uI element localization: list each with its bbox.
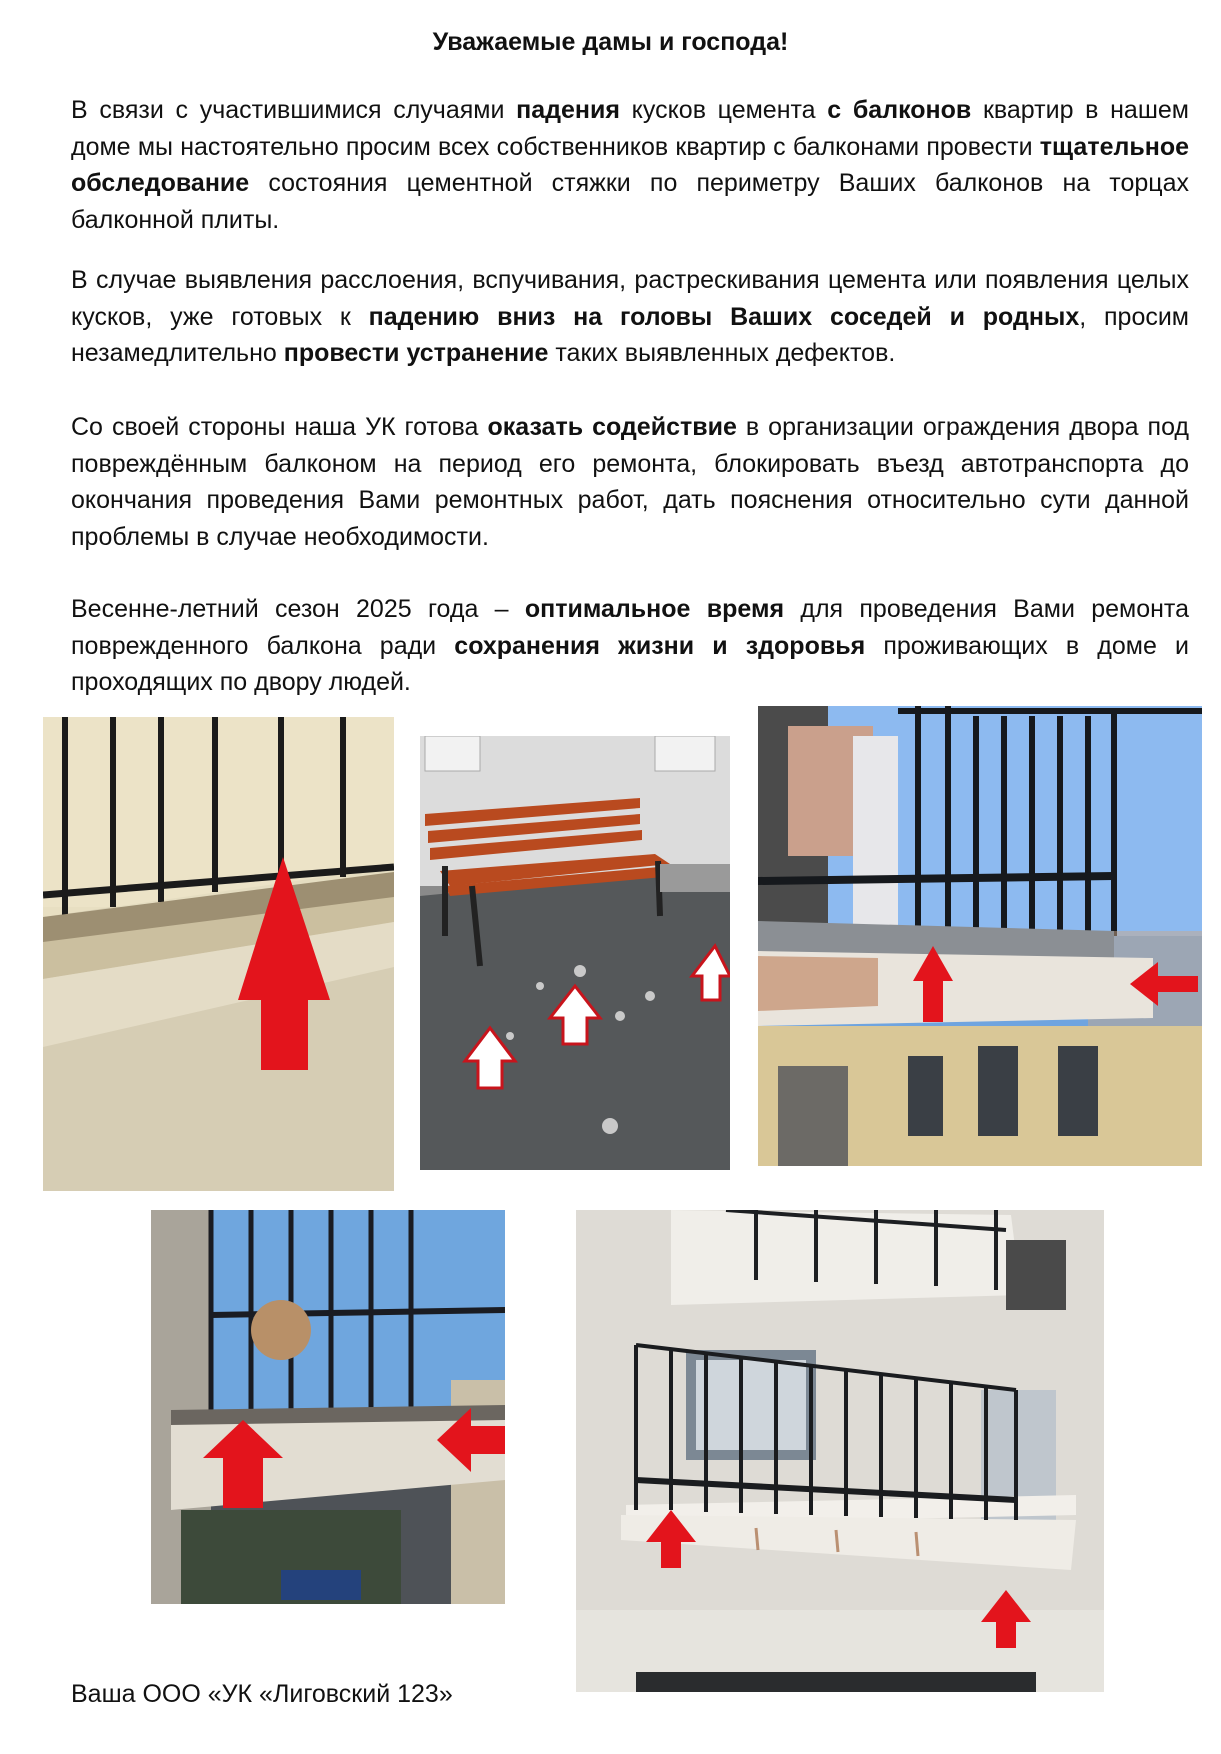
bold-phrase: провести устранение bbox=[283, 339, 549, 367]
bold-phrase: сохранения жизни и здоровья bbox=[454, 631, 866, 660]
text-run: квартир в нашем доме мы настоятельно просим всех собственников квартир с балконами провести bbox=[71, 96, 1189, 161]
photo-bench-debris bbox=[420, 736, 730, 1170]
bold-phrase: с балконов bbox=[827, 96, 972, 124]
text-run: , просим незамедлительно bbox=[71, 302, 1189, 367]
text-run: Со своей стороны наша УК готова bbox=[71, 413, 488, 441]
text-run: проживающих в доме и проходящих по двору людей. bbox=[71, 631, 1189, 696]
paragraph-4 bbox=[71, 591, 1189, 701]
photo-balcony-from-side bbox=[151, 1210, 505, 1604]
paragraph-2 bbox=[71, 262, 1189, 372]
photo-balcony-slab-sky bbox=[758, 706, 1202, 1166]
text-run: кусков цемента bbox=[619, 96, 828, 124]
paragraph-3 bbox=[71, 409, 1189, 555]
text-run: состояния цементной стяжки по периметру Ваших балконов на торцах балконной плиты. bbox=[71, 169, 1189, 234]
bold-phrase: оказать содействие bbox=[487, 413, 737, 441]
bold-phrase: падения bbox=[516, 96, 620, 124]
text-run: В случае выявления расслоения, вспучивания, растрескивания цемента или появления целых кусков, уже готовых к bbox=[71, 266, 1189, 331]
text-run: таких выявленных дефектов. bbox=[548, 339, 896, 367]
text-run: В связи с участившимися случаями bbox=[71, 96, 517, 124]
paragraph-1 bbox=[71, 92, 1189, 238]
bold-phrase: тщательное обследование bbox=[71, 132, 1189, 197]
page-title: Уважаемые дамы и господа! bbox=[432, 28, 789, 56]
signature: Ваша ООО «УК «Лиговский 123» bbox=[71, 1680, 453, 1708]
photo-balcony-edge-closeup bbox=[43, 717, 394, 1191]
bold-phrase: падению вниз на головы Ваших соседей и родных bbox=[368, 302, 1080, 331]
bold-phrase: оптимальное время bbox=[524, 595, 785, 623]
photo-facade-balconies bbox=[576, 1210, 1104, 1692]
text-run: для проведения Вами ремонта поврежденного балкона ради bbox=[71, 595, 1189, 660]
text-run: в организации ограждения двора под повреждённым балконом на период его ремонта, блокировать въезд автотранспорта до окончания проведения Вами ремонтных работ, дать пояснения относительно сути данной проблемы в случае необходимости. bbox=[71, 413, 1190, 551]
text-run: Весенне-летний сезон 2025 года – bbox=[71, 595, 525, 623]
